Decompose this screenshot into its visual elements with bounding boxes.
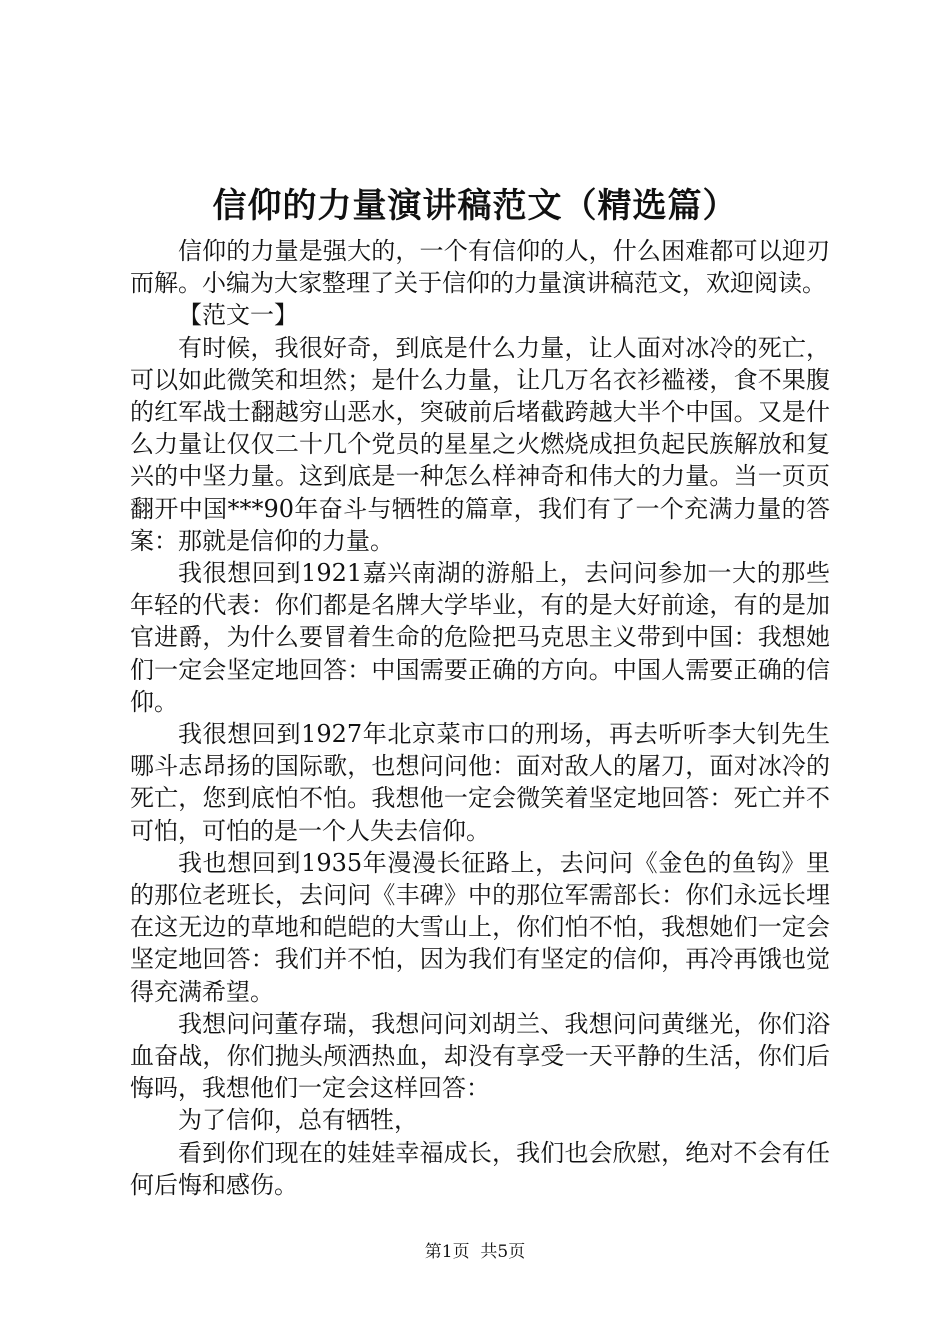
paragraph: 我想问问董存瑞，我想问问刘胡兰、我想问问黄继光，你们浴血奋战，你们抛头颅洒热血，却没有享受一天平静的生活，你们后悔吗，我想他们一定会这样回答： bbox=[130, 1009, 830, 1103]
document-body bbox=[130, 235, 830, 1201]
paragraph: 我很想回到1927年北京菜市口的刑场，再去听听李大钊先生哪斗志昂扬的国际歌，也想问问他：面对敌人的屠刀，面对冰冷的死亡，您到底怕不怕。我想他一定会微笑着坚定地回答：死亡并不可怕，可怕的是一个人失去信仰。 bbox=[130, 720, 830, 845]
paragraph: 看到你们现在的娃娃幸福成长，我们也会欣慰，绝对不会有任何后悔和感伤。 bbox=[130, 1138, 830, 1199]
page-number: 第1页 bbox=[424, 1242, 470, 1262]
paragraph: 我很想回到1921嘉兴南湖的游船上，去问问参加一大的那些年轻的代表：你们都是名牌大学毕业，有的是大好前途，有的是加官进爵，为什么要冒着生命的危险把马克思主义带到中国：我想她们一定会坚定地回答：中国需要正确的方向。中国人需要正确的信仰。 bbox=[130, 559, 830, 716]
page-total: 共5页 bbox=[480, 1242, 526, 1262]
section-heading: 【范文一】 bbox=[178, 301, 298, 330]
paragraph: 有时候，我很好奇，到底是什么力量，让人面对冰冷的死亡，可以如此微笑和坦然；是什么力量，让几万名衣衫褴褛，食不果腹的红军战士翻越穷山恶水，突破前后堵截跨越大半个中国。又是什么力量让仅仅二十几个党员的星星之火燃烧成担负起民族解放和复兴的中坚力量。这到底是一种怎么样神奇和伟大的力量。当一页页翻开中国***90年奋斗与牺牲的篇章，我们有了一个充满力量的答案：那就是信仰的力量。 bbox=[130, 333, 830, 555]
paragraph: 为了信仰，总有牺牲， bbox=[178, 1106, 418, 1135]
page-footer bbox=[0, 1240, 950, 1264]
paragraph-intro: 信仰的力量是强大的，一个有信仰的人，什么困难都可以迎刃而解。小编为大家整理了关于信仰的力量演讲稿范文，欢迎阅读。 bbox=[130, 237, 830, 298]
page-title: 信仰的力量演讲稿范文（精选篇） bbox=[212, 186, 738, 226]
paragraph: 我也想回到1935年漫漫长征路上，去问问《金色的鱼钩》里的那位老班长，去问问《丰碑》中的那位军需部长：你们永远长埋在这无边的草地和皑皑的大雪山上，你们怕不怕，我想她们一定会坚定地回答：我们并不怕，因为我们有坚定的信仰，再冷再饿也觉得充满希望。 bbox=[130, 848, 830, 1006]
